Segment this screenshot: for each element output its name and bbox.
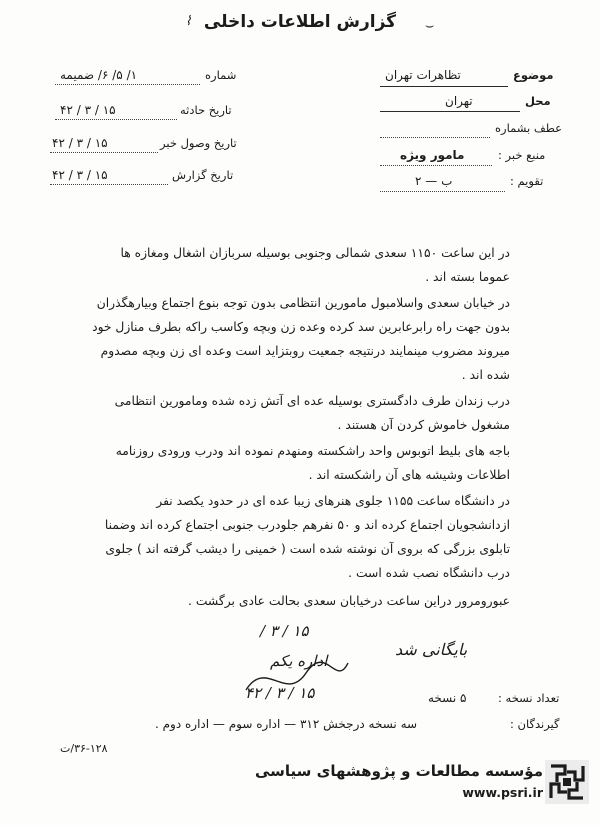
field-report-date-value: ۱۵ / ۳ / ۴۲	[52, 168, 108, 182]
field-receipt-date-value: ۱۵ / ۳ / ۴۲	[52, 136, 108, 150]
field-calendar-label: تقویم :	[510, 174, 544, 188]
field-source-value: مامور ویژه	[400, 148, 465, 162]
field-subject-line	[380, 86, 508, 87]
field-subject-value: تظاهرات تهران	[385, 68, 461, 82]
recipients-label: گیرندگان :	[510, 717, 560, 731]
field-source-label: منبع خبر :	[498, 148, 546, 162]
body-line: تابلوی بزرگی که بروی آن نوشته شده است ( خمینی را دیشب گرفته اند ) جلوی	[105, 542, 510, 556]
psri-logo-icon	[545, 760, 589, 804]
field-incident-date-line	[55, 119, 177, 120]
body-line: اطلاعات وشیشه های آن راشکسته اند .	[308, 468, 510, 482]
body-line: در دانشگاه ساعت ۱۱۵۵ جلوی هنرهای زیبا عده ای در حدود یکصد نفر	[156, 494, 510, 508]
field-reference-line	[380, 137, 490, 138]
copies-value: ۵ نسخه	[428, 691, 467, 705]
body-line: بدون جهت راه رابرعابرین سد کرده وعده زن وبچه وکاسب راکه بطرف منازل خود	[92, 320, 510, 334]
field-receipt-date-line	[50, 152, 158, 153]
body-line: میروند مضروب مینمایند درنتیجه جمعیت روبتزاید است وعده ای زن وبچه مصدوم	[100, 344, 510, 358]
handwritten-date: ۱۵ / ۳ /	[260, 622, 309, 640]
field-place-label: محل	[525, 94, 551, 108]
body-line: مشغول خاموش کردن آن هستند .	[337, 418, 510, 432]
recipients-value: سه نسخه درجخش ۳۱۲ — اداره سوم — اداره دوم .	[155, 717, 418, 731]
body-line: در خیابان سعدی واسلامبول مامورین انتظامی بدون توجه بنوع اجتماع وبیارهگذران	[96, 296, 510, 310]
footer-url[interactable]: www.psri.ir	[462, 785, 543, 800]
body-line: درب دانشگاه نصب شده است .	[348, 566, 510, 580]
field-number-label: شماره	[205, 68, 237, 82]
body-line: درب زندان طرف دادگستری بوسیله عده ای آتش زده شده ومامورین انتظامی	[114, 394, 510, 408]
body-line: عموما بسته اند .	[425, 270, 510, 284]
field-place-line	[380, 111, 520, 112]
field-calendar-line	[380, 191, 505, 192]
field-incident-date-label: تاریخ حادثه	[180, 103, 232, 117]
body-line: شده اند .	[461, 368, 510, 382]
footer-org-name: مؤسسه مطالعات و پژوهشهای سیاسی	[254, 762, 543, 780]
field-subject-label: موضوع	[513, 68, 554, 82]
field-source-line	[380, 165, 492, 166]
stamp-text: اداره یکم	[270, 652, 328, 670]
body-line: عبورومرور دراین ساعت درخیابان سعدی بحالت عادی برگشت .	[188, 594, 510, 608]
body-line: در این ساعت ۱۱۵۰ سعدی شمالی وجنوبی بوسیله سربازان اشغال ومغازه ها	[120, 246, 510, 260]
report-title: گزارش اطلاعات داخلی	[203, 12, 397, 32]
field-receipt-date-label: تاریخ وصول خبر	[160, 136, 237, 150]
reference-number: ۳۶-۱۲۸/ت	[60, 742, 108, 755]
field-place-value: تهران	[445, 94, 473, 108]
body-line: باجه های بلیط اتوبوس واحد راشکسته ومنهدم نموده اند ودرب ورودی روزنامه	[115, 444, 510, 458]
copies-label: تعداد نسخه :	[498, 691, 560, 705]
footer	[254, 760, 595, 806]
field-report-date-label: تاریخ گزارش	[172, 168, 234, 182]
corner-mark: ⌣	[425, 18, 435, 34]
field-number-line	[55, 84, 200, 85]
field-incident-date-value: ۱۵ / ۳ / ۴۲	[60, 103, 116, 117]
title-scribble: ⌇	[185, 14, 192, 29]
signature-scribble	[236, 648, 356, 708]
field-report-date-line	[50, 184, 168, 185]
stamp-date: ۱۵ / ۳ / ۴۲	[245, 684, 315, 702]
field-reference-label: عطف بشماره	[495, 121, 563, 135]
body-line: ازدانشجویان اجتماع کرده اند و ۵۰ نفرهم جلودرب جنوبی اجتماع کرده اند وضمنا	[104, 518, 510, 532]
field-calendar-value: ب — ۲	[415, 174, 453, 188]
field-number-value: ۱/ ۵/ ۶/ ضمیمه	[60, 68, 138, 82]
archived-signature: بایگانی شد	[395, 640, 468, 659]
